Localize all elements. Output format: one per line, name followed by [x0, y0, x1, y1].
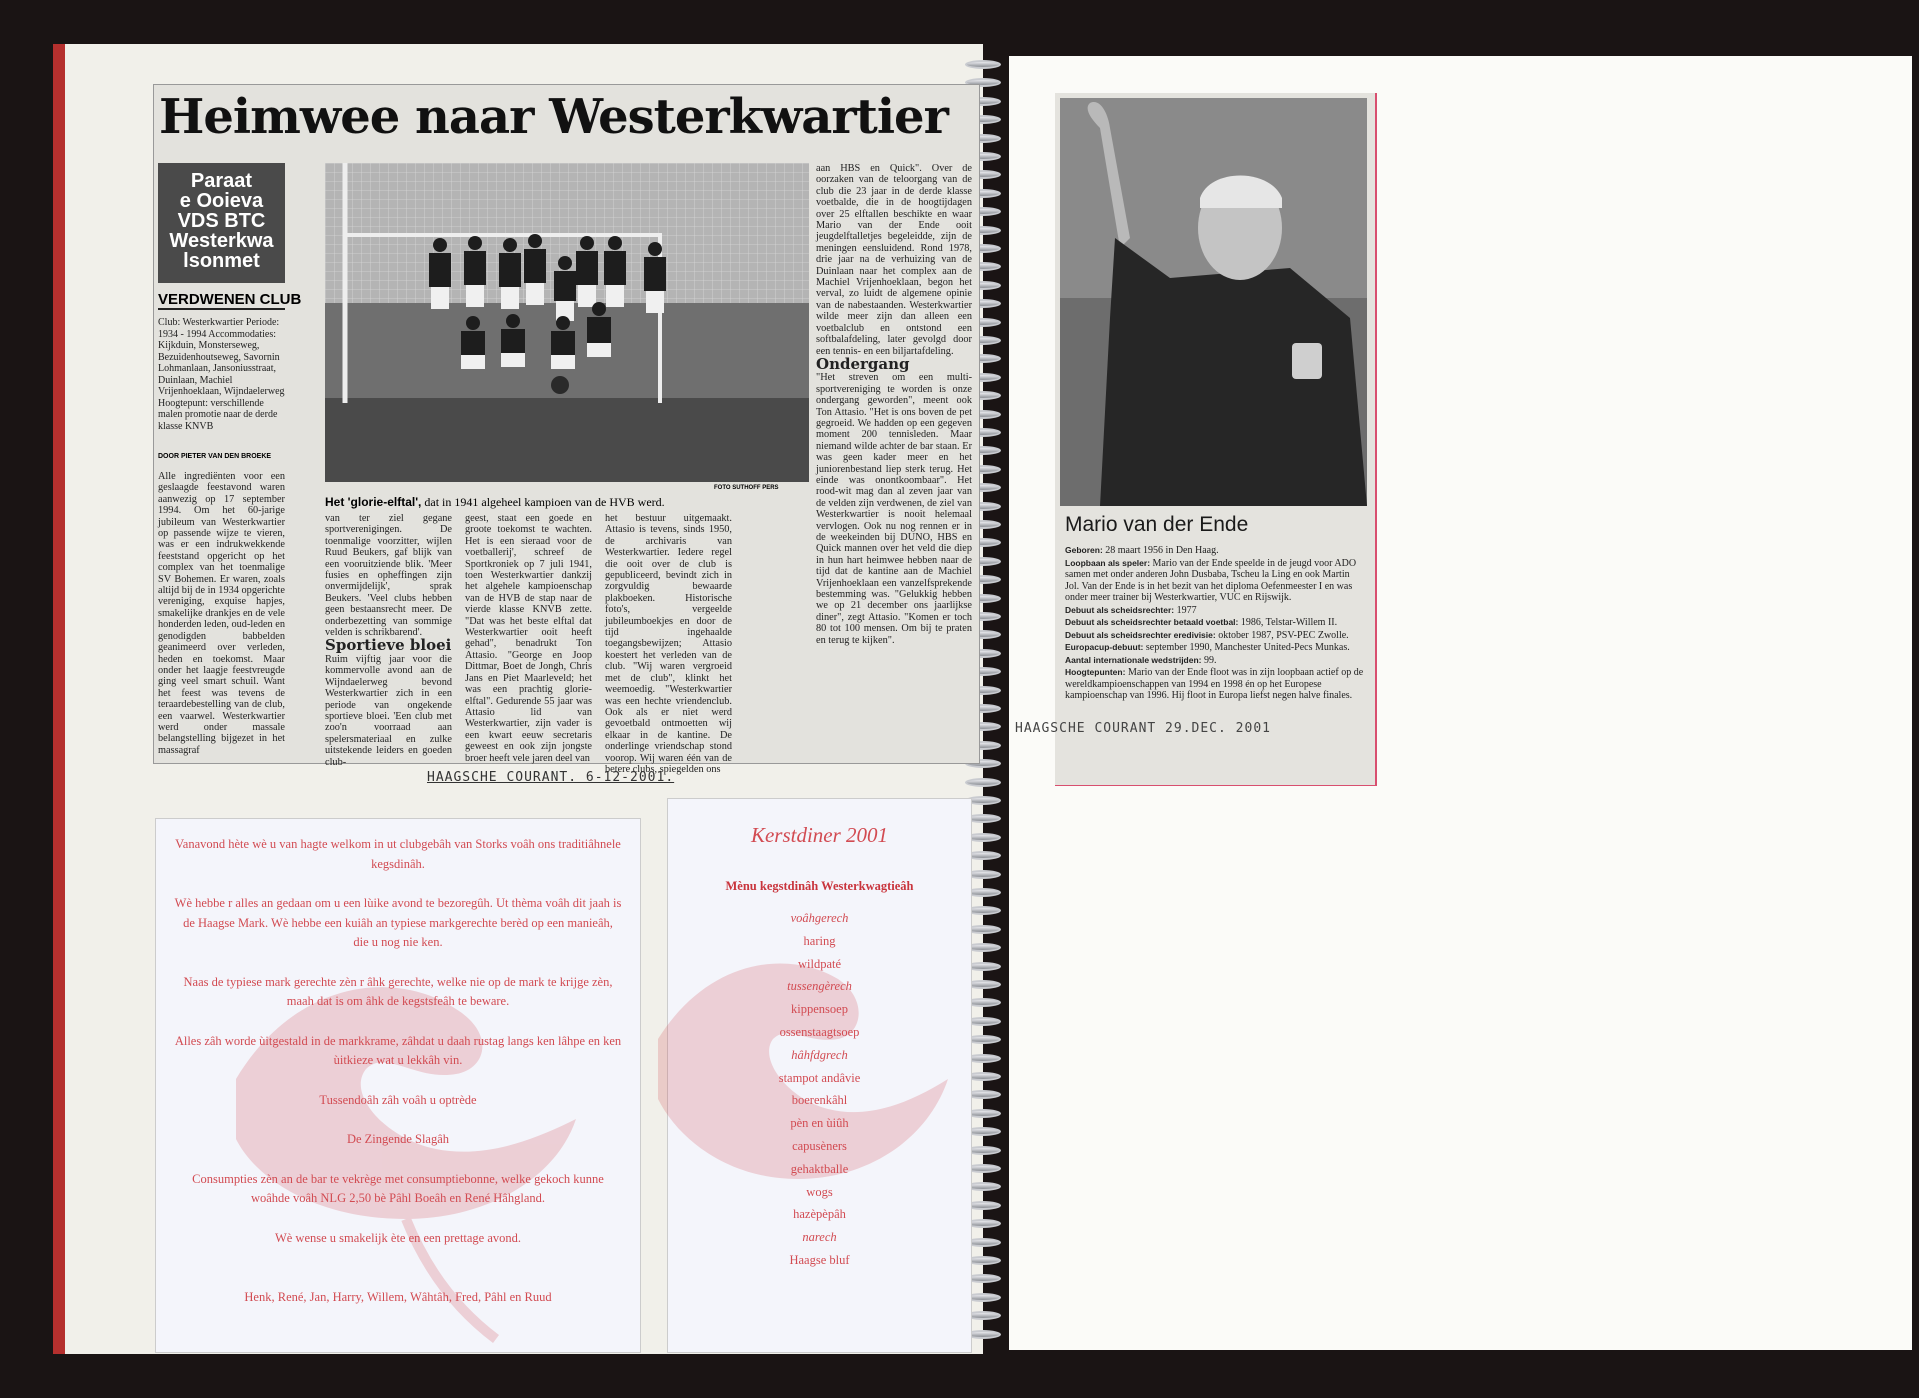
menu-item: capusèners — [792, 1138, 847, 1153]
welcome-paragraph: Vanavond hète wè u van hagte welkom in ut clubgebâh van Storks voâh ons traditiâhnele kegsdinâh. — [175, 837, 621, 871]
logo-line: lsonmet — [183, 250, 260, 272]
welcome-card — [155, 818, 641, 1353]
article-column-3: geest, staat een goede en groote toekomst te wachten. Het is een sieraad voor de voetballerij', schreef de Sportkroniek op 7 juli 1941, toen Westerkwartier dankzij het algehele kampioenschap van de HVB de stap naar de vierde klasse KNVB zette. "Dat was het beste elftal dat Westerkwartier ooit heeft gehad", benadrukt Ton Attasio. "George en Joop Dittmar, Boet de Jongh, Chris Jans en Piet Maarleveld; het was een prachtig glorie-elftal". Gedurende 55 jaar was Attasio lid van Westerkwartier, zijn vader is een kwart eeuw secretaris geweest en ook zijn jongste broer heeft vele jaren deel van — [465, 513, 592, 764]
menu-list — [668, 907, 971, 1272]
fact-row — [1065, 558, 1365, 604]
article-column-1: Alle ingrediënten voor een geslaagde feestavond waren aanwezig op 17 september 1994. Om het 60-jarige jubileum van Westerkwartier op passende wijze te vieren, was er een indrukwekkende feeststand opgericht op het complex van het toenmalige SV Bohemen. Er waren, zoals altijd bij de in 1934 opgerichte vereniging, exquise hapjes, smakelijke drankjes en de vele honderden leden, oud-leden en genodigden babbelden geanimeerd over verleden, heden en toekomst. Maar onder het laagje feestvreugde ging veel smart schuil. Want het feest was tevens de teraardebestelling van de club, een vaarwel. Westerkwartier werd onder massale belangstelling bijgezet in het massagraf — [158, 471, 285, 756]
scrapbook-spread — [45, 40, 1883, 1358]
fact-value: Mario van der Ende floot was in zijn loopbaan actief op de wereldkampioenschappen van 1994 en 1998 én op het Europese kampioenschap van 1996. Hij floot in Europa liefst negen halve finales. — [1065, 667, 1364, 701]
menu-item: kippensoep — [791, 1002, 848, 1017]
fact-row — [1065, 617, 1365, 629]
fact-row — [1065, 630, 1365, 642]
handwritten-source-note-2: HAAGSCHE COURANT 29.DEC. 2001 — [1015, 721, 1271, 736]
fact-row — [1065, 605, 1365, 617]
photo-credit: FOTO SUTHOFF PERS — [714, 485, 779, 491]
team-photo — [325, 163, 809, 482]
newspaper-clipping-westerkwartier — [153, 84, 980, 775]
referee-facts — [1065, 545, 1365, 703]
welcome-paragraph: De Zingende Slagâh — [346, 1132, 450, 1146]
fact-row — [1065, 642, 1365, 654]
welcome-paragraph: Wè hebbe r alles an gedaan om u een lùike avond te bezoregûh. Ut thèma voâh dit jaah is de Haagse Mark. Wè hebbe een kuiâh an typiese markgerechte berèd op een manieâh, die u nog nie ken. — [174, 896, 622, 949]
menu-item: stampot andâvie — [778, 1070, 861, 1085]
fact-value: oktober 1987, PSV-PEC Zwolle. — [1215, 629, 1349, 641]
photo-caption — [325, 495, 809, 510]
fact-label: Debuut als scheidsrechter eredivisie: — [1065, 629, 1216, 640]
club-logo-image — [158, 163, 285, 283]
fact-label: Loopbaan als speler: — [1065, 557, 1151, 568]
menu-item: ossenstaagtsoep — [779, 1024, 860, 1039]
section-label: VERDWENEN CLUB — [158, 291, 302, 308]
menu-item: haring — [803, 933, 836, 948]
subhead-sportieve-bloei: Sportieve bloei — [325, 636, 452, 655]
welcome-text — [174, 835, 622, 1328]
fact-value: 1986, Telstar-Willem II. — [1238, 617, 1338, 628]
team-photo-image — [325, 163, 809, 482]
menu-heading: Mènu kegstdinâh Westerkwagtieâh — [725, 879, 914, 893]
referee-photo-image — [1060, 98, 1367, 506]
fact-value: 28 maart 1956 in Den Haag. — [1102, 545, 1219, 556]
menu-item: boerenkâhl — [791, 1093, 848, 1108]
fact-label: Hoogtepunten: — [1065, 667, 1126, 677]
fact-value: Mario van der Ende speelde in de jeugd voor ADO samen met onder anderen John Dusbaba, Tscheu la Ling en ook Martin Jol. Van der Ende is in het bezit van het diploma Oefenmeester I en was onder meer trainer bij Westerkwartier, VUC en Rijswijk. — [1065, 557, 1357, 603]
fact-label: Aantal internationale wedstrijden: — [1065, 654, 1202, 665]
fact-value: 99. — [1201, 654, 1217, 666]
menu-title: Kerstdiner 2001 — [750, 823, 889, 847]
welcome-paragraph: Consumpties zèn an de bar te vekrège met consumptiebonne, welke gekoch kunne woâhde voâh NLG 2,50 bè Pâhl Boeâh en René Hâhgland. — [192, 1171, 604, 1205]
menu-course-heading: voâhgerech — [790, 911, 849, 925]
article-column-4: het bestuur uitgemaakt. Attasio is tevens, sinds 1950, de archivaris van Westerkwartier. Iedere regel die ooit over de club is gepubliceerd, bevindt zich in zorgvuldig bewaarde plakboeken. Historische foto's, vergeelde jubileumboekjes en door de tijd ingehaalde toegangsbewijzen; Attasio koestert het verleden van de club. "Wij waren vergroeid met de club", klinkt het weemoedig. "Westerkwartier was een hechte vriendenclub. Ook als er niet werd gevoetbald ontmoetten wij elkaar in de kantine. De onderlinge vriendschap stond voorop. Wij waren één van de betere clubs, spiegelden ons — [605, 513, 732, 775]
referee-name: Mario van der Ende — [1065, 513, 1249, 536]
fact-row — [1065, 655, 1365, 667]
column-2-text: van ter ziel gegane sportverenigingen. De toenmalige voorzitter, wijlen Ruud Beukers, gaf blijk van een vooruitziende blik. 'Meer fusies en opheffingen zijn onvermijdelijk', sprak Beukers. 'Veel clubs hebben geen bestaansrecht meer. De onderbezetting van sommige velden is schrikbarend'. — [325, 513, 452, 639]
byline: DOOR PIETER VAN DEN BROEKE — [158, 453, 272, 460]
spiral-ring — [965, 60, 1001, 69]
fact-label: Europacup-debuut: — [1065, 642, 1144, 652]
menu-item: wogs — [806, 1184, 833, 1199]
menu-course-heading: hâhfdgrech — [791, 1047, 848, 1062]
logo-line: Westerkwa — [169, 230, 274, 252]
referee-photo — [1060, 98, 1367, 506]
column-2-text-continued: Ruim vijftig jaar voor die kommervolle avond aan de Wijndaelerweg bevond Westerkwartier zich in een periode van ongekende sportieve bloei. 'Een club met zoo'n voorraad aan spelersmateriaal en zulke uitstekende leiders en goeden club- — [325, 653, 452, 768]
fact-value: september 1990, Manchester United-Pecs Munkas. — [1143, 642, 1350, 653]
welcome-paragraph: Wè wense u smakelijk ète en een prettage avond. — [274, 1230, 522, 1245]
logo-line: e Ooieva — [179, 190, 264, 212]
fact-row — [1065, 545, 1365, 557]
fact-label: Debuut als scheidsrechter betaald voetbal: — [1065, 617, 1239, 627]
spiral-ring — [965, 778, 1001, 787]
menu-course-heading: tussengèrech — [787, 979, 852, 994]
welcome-paragraph: Tussendoâh zâh voâh u optrède — [319, 1092, 477, 1107]
welcome-signature: Henk, René, Jan, Harry, Willem, Wâhtâh, Fred, Pâhl en Ruud — [244, 1290, 552, 1304]
menu-card — [667, 798, 972, 1353]
menu-item: pèn en ùiûh — [790, 1116, 849, 1131]
menu-course-heading: narech — [802, 1230, 837, 1245]
menu-item: Haagse bluf — [789, 1252, 850, 1267]
logo-line: VDS BTC — [177, 210, 266, 232]
logo-line: Paraat — [190, 170, 253, 192]
menu-item: wildpaté — [797, 956, 842, 971]
clipping-headline: Heimwee naar Westerkwartier — [159, 89, 948, 145]
fact-label: Debuut als scheidsrechter: — [1065, 604, 1175, 615]
welcome-paragraph: Naas de typiese mark gerechte zèn r âhk gerechte, welke nie op de mark te krijge zèn, maah dat is om âhk de kegstsfeâh te beware. — [183, 974, 613, 1008]
column-5-text: aan HBS en Quick". Over de oorzaken van de teloorgang van de club die 23 jaar in de derde klasse voetbalde, die in de hoogtijdagen over 25 elftallen beschikte en waar Mario van der Ende ooit jeugdelftalletjes begeleidde, zijn de meningen eensluidend. Rond 1978, drie jaar na de verhuizing van de Duinlaan naar het complex aan de Machiel Vrijenhoeklaan, begon het verval, zo luidt de algemene opinie van de nabestaanden. Westerkwartier wilde meer zijn dan alleen een voetbalclub en ontstond een softbalafdeling, later gevolgd door een tennis- en een biljartafdeling. — [816, 163, 972, 357]
fact-value: 1977 — [1174, 604, 1197, 616]
article-column-5 — [816, 163, 972, 757]
club-info-box: Club: Westerkwartier Periode: 1934 - 1994 Accommodaties: Kijkduin, Monsterseweg, Bezuidenhoutseweg, Savornin Lohmanlaan, Jansoniusstraat, Duinlaan, Machiel Vrijenhoeklaan, Wijndaelerweg Hoogtepunt: verschillende malen promotie naar de derde klasse KNVB — [158, 317, 285, 432]
caption-text: dat in 1941 algeheel kampioen van de HVB werd. — [421, 495, 665, 509]
column-5-text-continued: "Het streven om een multi-sportvereniging te worden is onze ondergang geworden", meent ook Ton Attasio. "Het is ons boven de pet gegroeid. We hadden op een gegeven moment 200 tennisleden. Maar niemand wilde achter de bar staan. Er was geen kader meer en het juniorenbestand liep sterk terug. Het einde was onontkoombaar". Het rood-wit mag dan al zeven jaar van de velden zijn verdwenen, de ziel van Westerkwartier is nooit helemaal vervlogen. Ook nu nog rennen er in de weekeinden bij DUNO, HBS en Quick mannen over het veld die diep in hun hart heimwee hebben naar de tijd dat de kantine aan de Machiel Vrijenhoeklaan een vanzelfsprekende bestemming was. "Gelukkig hebben we op 21 december ons jaarlijkse diner", zegt Attasio. "Komen er toch 80 tot 100 mensen. Om bij te praten en terug te kijken". — [816, 372, 972, 646]
newspaper-clipping-referee — [1055, 93, 1377, 786]
caption-bold: Het 'glorie-elftal', — [325, 495, 422, 509]
article-column-2 — [325, 513, 452, 768]
welcome-paragraph: Alles zâh worde ùitgestald in de markkrame, zâhdat u daah rustag langs ken lâhpe en ken ùitkieze wat u lekkâh vin. — [174, 1033, 622, 1067]
handwritten-source-note: HAAGSCHE COURANT. 6-12-2001. — [427, 770, 675, 785]
menu-item: gehaktballe — [790, 1161, 849, 1176]
fact-label: Geboren: — [1065, 545, 1103, 555]
subhead-ondergang: Ondergang — [816, 354, 910, 373]
menu-item: hazèpèpâh — [793, 1207, 846, 1222]
fact-row — [1065, 667, 1365, 702]
